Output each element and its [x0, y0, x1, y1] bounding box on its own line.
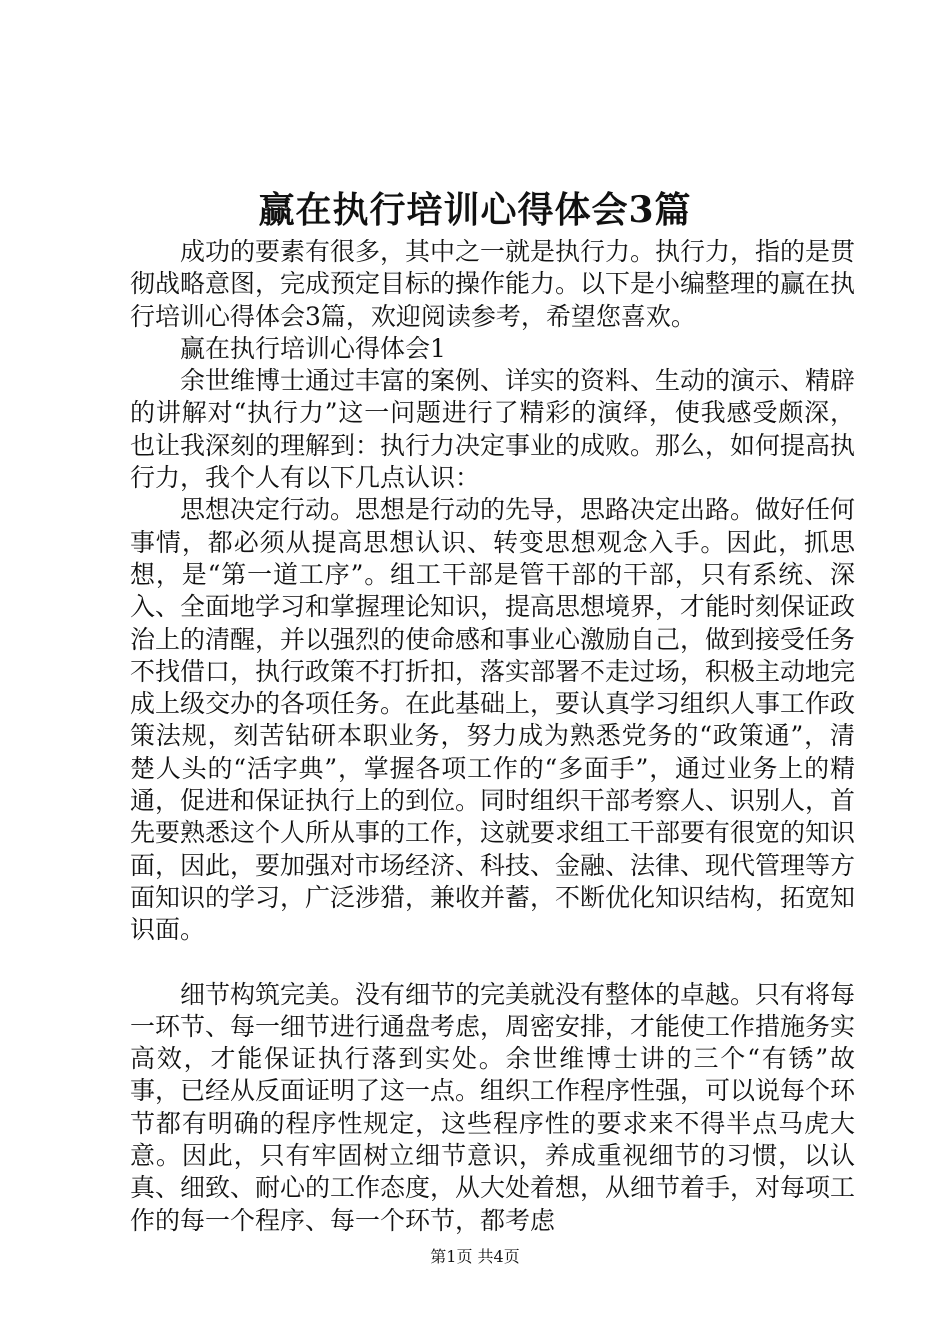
document-title: 赢在执行培训心得体会3篇 — [258, 189, 692, 231]
body-paragraph: 思想决定行动。思想是行动的先导，思路决定出路。做好任何事情，都必须从提高思想认识、转变思想观念入手。因此，抓思想，是“第一道工序”。组工干部是管干部的干部，只有系统、深入、全面地学习和掌握理论知识，提高思想境界，才能时刻保证政治上的清醒，并以强烈的使命感和事业心激励自己，做到接受任务不找借口，执行政策不打折扣，落实部署不走过场，积极主动地完成上级交办的各项任务。在此基础上，要认真学习组织人事工作政策法规，刻苦钻研本职业务，努力成为熟悉党务的“政策通”，清楚人头的“活字典”，掌握各项工作的“多面手”，通过业务上的精通，促进和保证执行上的到位。同时组织干部考察人、识别人，首先要熟悉这个人所从事的工作，这就要求组工干部要有很宽的知识面，因此，要加强对市场经济、科技、金融、法律、现代管理等方面知识的学习，广泛涉猎，兼收并蓄，不断优化知识结构，拓宽知识面。 — [130, 495, 856, 945]
paragraph-spacer — [130, 947, 855, 979]
body-paragraph: 余世维博士通过丰富的案例、详实的资料、生动的演示、精辟的讲解对“执行力”这一问题进行了精彩的演绎，使我感受颇深，也让我深刻的理解到：执行力决定事业的成败。那么，如何提高执行力，我个人有以下几点认识： — [130, 366, 856, 493]
section-heading: 赢在执行培训心得体会1 — [180, 333, 446, 363]
intro-paragraph: 成功的要素有很多，其中之一就是执行力。执行力，指的是贯彻战略意图，完成预定目标的操作能力。以下是小编整理的赢在执行培训心得体会3篇，欢迎阅读参考，希望您喜欢。 — [130, 237, 856, 331]
page-footer: 第1页 共4页 — [430, 1247, 520, 1266]
body-paragraph: 细节构筑完美。没有细节的完美就没有整体的卓越。只有将每一环节、每一细节进行通盘考虑，周密安排，才能使工作措施务实高效，才能保证执行落到实处。余世维博士讲的三个“有锈”故事，已经从反面证明了这一点。组织工作程序性强，可以说每个环节都有明确的程序性规定，这些程序性的要求来不得半点马虎大意。因此，只有牢固树立细节意识，养成重视细节的习惯，以认真、细致、耐心的工作态度，从大处着想，从细节着手，对每项工作的每一个程序、每一个环节，都考虑 — [130, 979, 856, 1235]
document-body — [130, 236, 855, 1237]
